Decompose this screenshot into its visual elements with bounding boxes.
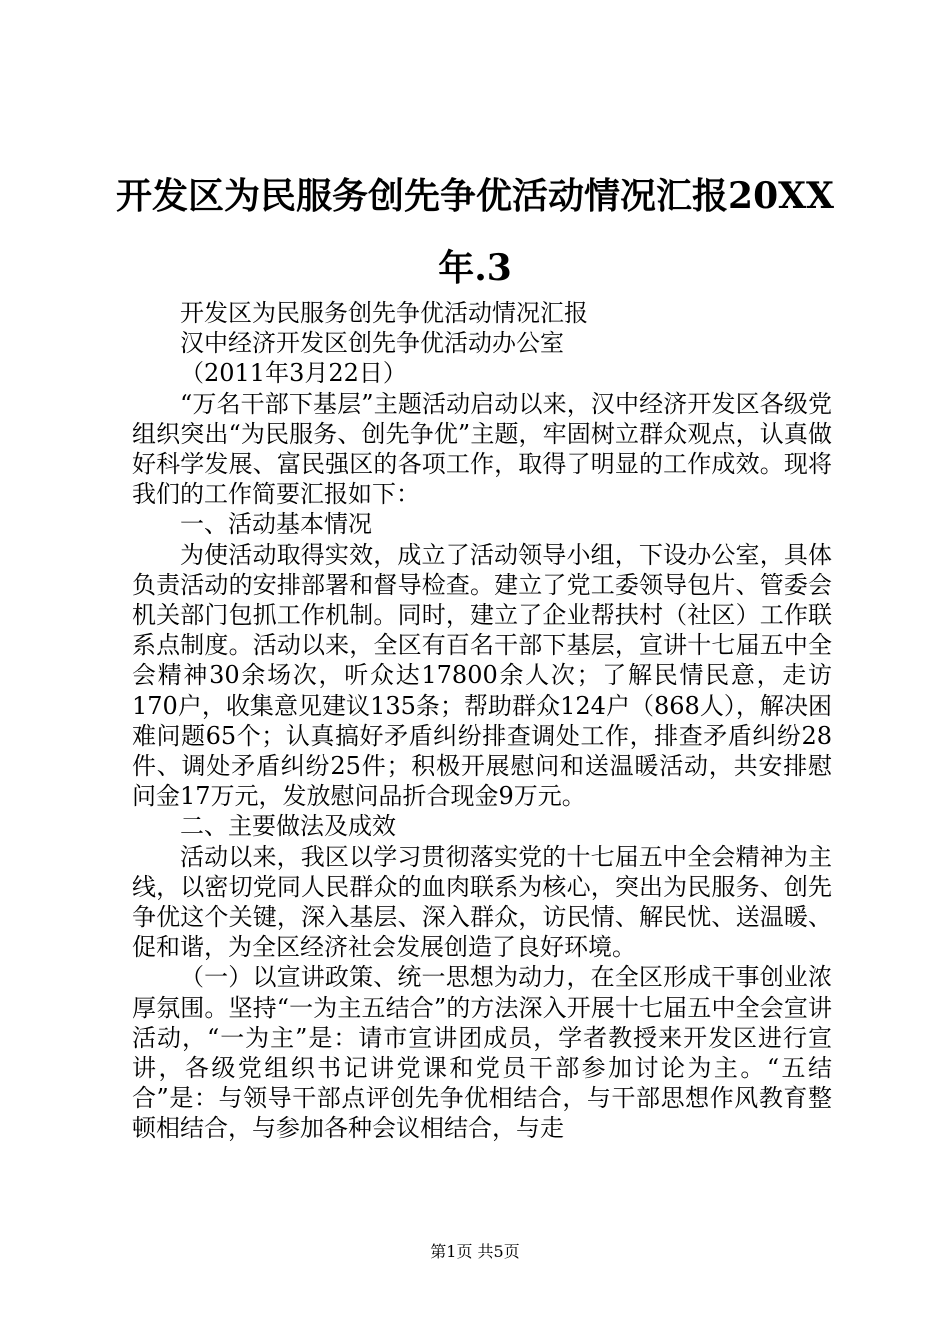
paragraph-date: （2011年3月22日） (180, 359, 407, 388)
page-number-footer: 第1页 共5页 (430, 1242, 520, 1261)
paragraph-section-2: 活动以来，我区以学习贯彻落实党的十七届五中全会精神为主线，以密切党同人民群众的血肉联系为核心，突出为民服务、创先争优这个关键，深入基层、深入群众，访民情、解民忧、送温暖、促和谐，为全区经济社会发展创造了良好环境。 (132, 842, 832, 962)
paragraph-subsection-1: （一）以宣讲政策、统一思想为动力，在全区形成干事创业浓厚氛围。坚持“一为主五结合”的方法深入开展十七届五中全会宣讲活动，“一为主”是：请市宣讲团成员，学者教授来开发区进行宣讲，各级党组织书记讲党课和党员干部参加讨论为主。“五结合”是：与领导干部点评创先争优相结合，与干部思想作风教育整顿相结合，与参加各种会议相结合，与走 (132, 963, 832, 1143)
paragraph-section-1: 为使活动取得实效，成立了活动领导小组，下设办公室，具体负责活动的安排部署和督导检查。建立了党工委领导包片、管委会机关部门包抓工作机制。同时，建立了企业帮扶村（社区）工作联系点制度。活动以来，全区有百名干部下基层，宣讲十七届五中全会精神30余场次，听众达17800余人次；了解民情民意，走访170户，收集意见建议135条；帮助群众124户（868人），解决困难问题65个；认真搞好矛盾纠纷排查调处工作，排查矛盾纠纷28件、调处矛盾纠纷25件；积极开展慰问和送温暖活动，共安排慰问金17万元，发放慰问品折合现金9万元。 (132, 540, 832, 811)
section-heading-2: 二、主要做法及成效 (180, 812, 396, 841)
paragraph-subtitle: 开发区为民服务创先争优活动情况汇报 (180, 299, 588, 327)
paragraph-office: 汉中经济开发区创先争优活动办公室 (180, 329, 564, 358)
paragraph-intro: “万名干部下基层”主题活动启动以来，汉中经济开发区各级党组织突出“为民服务、创先争优”主题，牢固树立群众观点，认真做好科学发展、富民强区的各项工作，取得了明显的工作成效。现将我们的工作简要汇报如下： (132, 389, 832, 509)
document-title: 开发区为民服务创先争优活动情况汇报20XX年.3 (116, 175, 834, 289)
section-heading-1: 一、活动基本情况 (180, 510, 372, 539)
document-body (132, 298, 832, 1144)
